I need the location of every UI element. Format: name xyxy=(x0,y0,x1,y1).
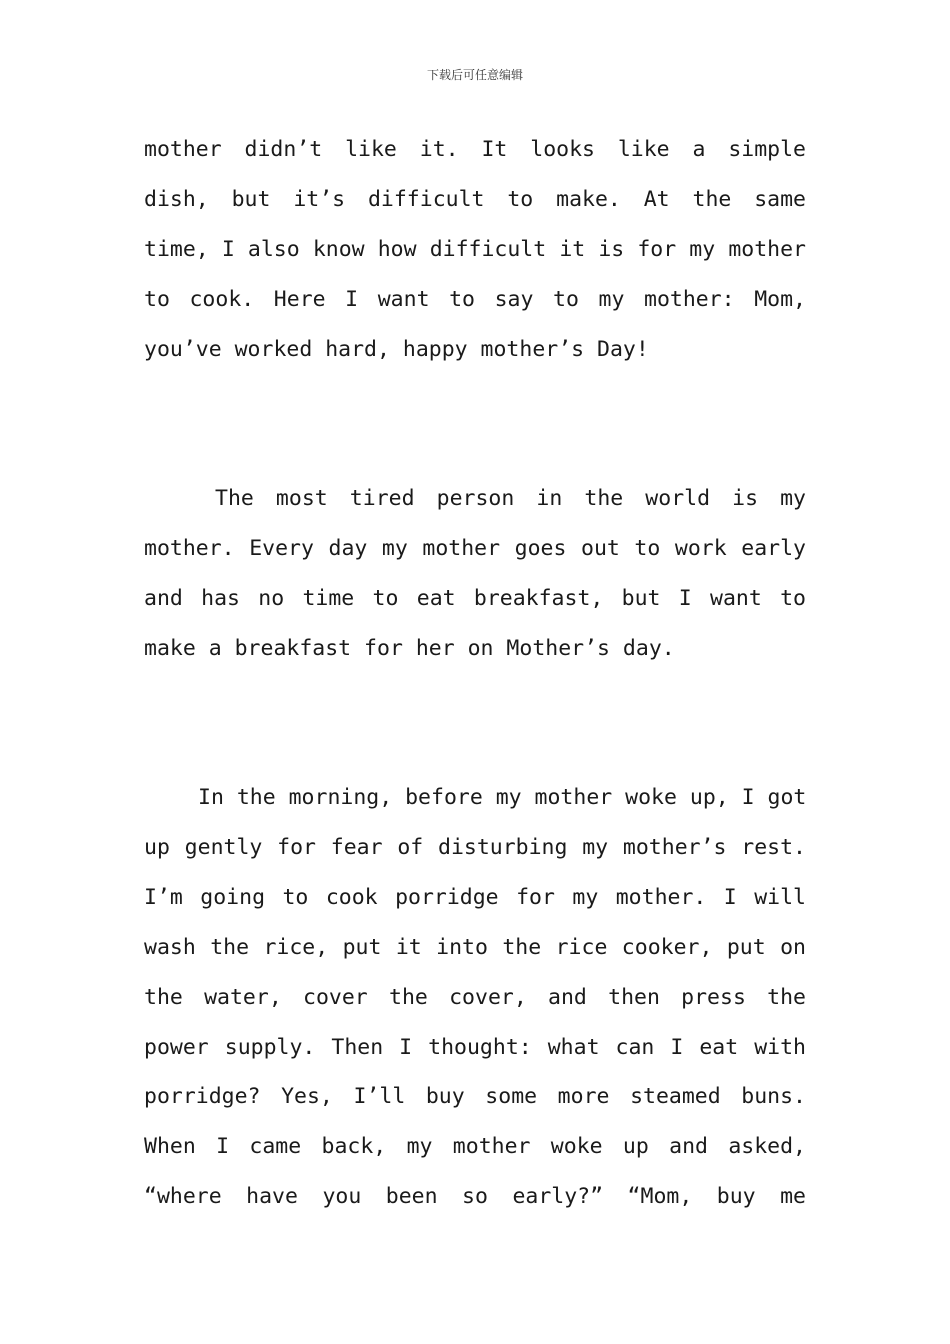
paragraph-3-line-9: “where have you been so early?” “Mom, buy me xyxy=(144,1184,806,1209)
paragraph-1-line-4: to cook. Here I want to say to my mother: Mom, xyxy=(144,287,806,312)
paragraph-1-line-1: mother didn’t like it. It looks like a simple xyxy=(144,137,806,162)
paragraph-2-line-4: make a breakfast for her on Mother’s day. xyxy=(144,636,675,661)
paragraph-3-line-2: up gently for fear of disturbing my mother’s rest. xyxy=(144,835,806,860)
paragraph-2-line-1: The most tired person in the world is my xyxy=(215,486,806,511)
paragraph-2-line-2: mother. Every day my mother goes out to work early xyxy=(144,536,806,561)
paragraph-1-line-2: dish, but it’s difficult to make. At the same xyxy=(144,187,806,212)
page-header: 下载后可任意编辑 xyxy=(426,68,523,82)
paragraph-3-line-4: wash the rice, put it into the rice cooker, put on xyxy=(144,935,806,960)
paragraph-3-line-5: the water, cover the cover, and then press the xyxy=(144,985,806,1010)
paragraph-3-line-7: porridge? Yes, I’ll buy some more steamed buns. xyxy=(144,1084,806,1109)
paragraph-2-line-3: and has no time to eat breakfast, but I want to xyxy=(144,586,806,611)
paragraph-1-line-5: you’ve worked hard, happy mother’s Day! xyxy=(144,337,649,362)
paragraph-3-line-8: When I came back, my mother woke up and asked, xyxy=(144,1134,806,1159)
paragraph-1-line-3: time, I also know how difficult it is for my mother xyxy=(144,237,806,262)
paragraph-3-line-1: In the morning, before my mother woke up, I got xyxy=(198,785,807,810)
paragraph-3-line-6: power supply. Then I thought: what can I eat with xyxy=(144,1035,806,1060)
paragraph-3-line-3: I’m going to cook porridge for my mother. I will xyxy=(144,885,806,910)
